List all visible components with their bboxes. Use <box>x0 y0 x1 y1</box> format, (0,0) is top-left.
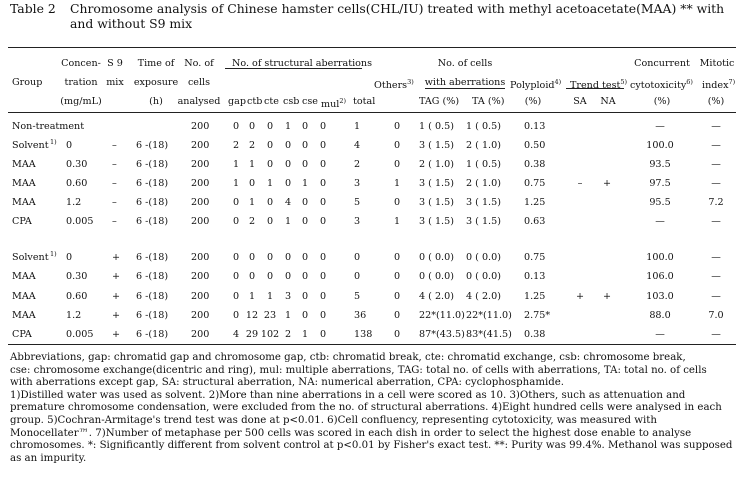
cell-csb: 3 <box>284 291 292 302</box>
cell-tag: 3 ( 1.5) <box>419 216 454 227</box>
cell-ctb: 0 <box>248 252 256 263</box>
cell-s9: – <box>112 216 117 227</box>
header-polyploid-sup: 4) <box>554 78 562 86</box>
cell-cse: 0 <box>301 271 309 282</box>
header-total: total <box>353 96 376 107</box>
cell-mit: — <box>711 252 721 263</box>
cell-s9: + <box>112 291 121 302</box>
header-time-3: (h) <box>149 96 163 107</box>
cell-gap: 4 <box>232 329 240 340</box>
cell-ta: 0 ( 0.0) <box>466 271 501 282</box>
cell-mit: — <box>711 140 721 151</box>
cell-sa: – <box>577 178 583 189</box>
cell-cyto: — <box>655 121 665 132</box>
cell-tag: 87*(43.5) <box>419 329 465 340</box>
cell-time: 6 -(18) <box>136 329 169 340</box>
cell-cse: 0 <box>301 252 309 263</box>
cell-tag: 3 ( 1.5) <box>419 140 454 151</box>
cell-mit: — <box>711 271 721 282</box>
bottom-rule <box>8 344 736 345</box>
cell-total: 2 <box>354 159 361 170</box>
cell-ctb: 0 <box>248 271 256 282</box>
cell-mul: 0 <box>319 121 327 132</box>
header-cse: cse <box>302 96 318 107</box>
cell-mul: 0 <box>319 252 327 263</box>
header-polyploid <box>510 77 561 91</box>
cell-gap: 0 <box>232 121 240 132</box>
footnote-line: 1)Distilled water was used as solvent. 2)More than nine aberrations in a cell were scored as 10. 3)Others, such as attenuation and <box>10 389 686 401</box>
cell-mul: 0 <box>319 216 327 227</box>
cell-tag: 1 ( 0.5) <box>419 121 454 132</box>
table-title: Chromosome analysis of Chinese hamster cells(CHL/IU) treated with methyl acetoacetate(MAA) ** with and without S9 mix <box>70 1 725 31</box>
cell-tag: 2 ( 1.0) <box>419 159 454 170</box>
cell-cyto: — <box>655 329 665 340</box>
cell-time: 6 -(18) <box>136 252 169 263</box>
cell-csb: 1 <box>284 216 292 227</box>
cell-cyto: 106.0 <box>646 271 674 282</box>
cell-mit: — <box>711 121 721 132</box>
cell-cse: 0 <box>301 159 309 170</box>
cell-cse: 1 <box>301 329 309 340</box>
header-cyto-sup: 6) <box>686 78 693 86</box>
header-conc-3: (mg/mL) <box>60 96 102 107</box>
cell-cte: 0 <box>266 140 274 151</box>
cell-csb: 0 <box>284 252 292 263</box>
cell-tag: 22*(11.0) <box>419 310 465 321</box>
cell-cyto: — <box>655 216 665 227</box>
header-trend-sup: 5) <box>620 78 628 86</box>
cell-time: 6 -(18) <box>136 140 169 151</box>
cell-gap: 2 <box>232 140 240 151</box>
cell-conc: 0.30 <box>66 159 88 170</box>
cell-total: 5 <box>354 291 361 302</box>
group-footnote-ref: 1) <box>50 138 57 146</box>
cell-others: 0 <box>393 197 401 208</box>
cell-mit: 7.0 <box>708 310 724 321</box>
header-mul-label: mul <box>321 99 340 111</box>
cell-tag: 4 ( 2.0) <box>419 291 454 302</box>
cell-s9: – <box>112 159 117 170</box>
cell-cte: 0 <box>266 121 274 132</box>
cell-cse: 0 <box>301 197 309 208</box>
cell-group: MAA <box>12 178 36 189</box>
cell-csb: 0 <box>284 140 292 151</box>
footnotes <box>10 352 734 465</box>
header-others-label: Others <box>374 80 408 92</box>
cell-others: 1 <box>393 216 401 227</box>
header-csb: csb <box>283 96 300 107</box>
header-cyto-2-label: cytotoxicity <box>630 80 687 92</box>
cell-time: 6 -(18) <box>136 310 169 321</box>
cell-poly: 2.75* <box>524 310 551 321</box>
cell-others: 0 <box>393 271 401 282</box>
cell-others: 0 <box>393 140 401 151</box>
cell-gap: 0 <box>232 252 240 263</box>
cell-gap: 0 <box>232 310 240 321</box>
cell-cte: 0 <box>266 252 274 263</box>
cell-cse: 0 <box>301 291 309 302</box>
footnote-line: group. 5)Cochran-Armitage's trend test was done at p<0.01. 6)Cell confluency, representing cytotoxicity, was measured with <box>10 414 657 426</box>
cell-n: 200 <box>191 329 210 340</box>
header-mit-2 <box>702 77 735 91</box>
cell-others: 1 <box>393 178 401 189</box>
cell-mit: — <box>711 159 721 170</box>
cell-tag: 0 ( 0.0) <box>419 252 454 263</box>
cell-ctb: 12 <box>245 310 259 321</box>
cell-tag: 3 ( 1.5) <box>419 178 454 189</box>
cell-cse: 1 <box>301 178 309 189</box>
footnote-line: as an impurity. <box>10 452 87 464</box>
cell-others: 0 <box>393 310 401 321</box>
header-cells-2: cells <box>187 77 211 88</box>
cell-ta: 4 ( 2.0) <box>466 291 501 302</box>
cell-n: 200 <box>191 140 210 151</box>
top-rule <box>8 47 736 48</box>
cell-conc: 0.005 <box>66 329 94 340</box>
cell-n: 200 <box>191 197 210 208</box>
cell-conc: 1.2 <box>66 310 82 321</box>
cell-group: MAA <box>12 159 36 170</box>
cell-group: CPA <box>12 216 32 227</box>
cell-poly: 0.63 <box>524 216 546 227</box>
cell-total: 138 <box>354 329 373 340</box>
header-mit-pct: (%) <box>707 96 725 107</box>
cell-cyto: 100.0 <box>646 140 674 151</box>
cell-cyto: 93.5 <box>649 159 671 170</box>
footnote-line: with aberrations except gap, SA: structural aberration, NA: numerical aberration, CPA: cyclophosphamide. <box>10 377 565 389</box>
cell-conc: 0 <box>66 140 73 151</box>
cell-total: 0 <box>354 271 361 282</box>
cell-poly: 0.38 <box>524 159 546 170</box>
cell-ta: 1 ( 0.5) <box>466 121 501 132</box>
cell-group: MAA <box>12 310 36 321</box>
cell-n: 200 <box>191 159 210 170</box>
cell-cte: 0 <box>266 216 274 227</box>
cell-s9: – <box>112 197 117 208</box>
cell-mul: 0 <box>319 178 327 189</box>
cell-ta: 2 ( 1.0) <box>466 140 501 151</box>
cell-ctb: 2 <box>248 216 256 227</box>
cell-ctb: 1 <box>248 159 256 170</box>
cell-ctb: 1 <box>248 291 256 302</box>
cell-others: 0 <box>393 121 401 132</box>
cell-ta: 0 ( 0.0) <box>466 252 501 263</box>
structural-underline <box>225 68 362 69</box>
cell-n: 200 <box>191 216 210 227</box>
header-structural: No. of structural aberrations <box>231 58 373 69</box>
header-na: NA <box>600 96 616 107</box>
cell-s9: – <box>112 178 117 189</box>
header-others-sup: 3) <box>407 78 414 86</box>
cell-csb: 0 <box>284 271 292 282</box>
header-ta: TA (%) <box>472 96 505 107</box>
cell-group: MAA <box>12 197 36 208</box>
header-tag: TAG (%) <box>419 96 460 107</box>
header-cyto-pct: (%) <box>653 96 671 107</box>
cell-others: 0 <box>393 291 401 302</box>
cell-s9: + <box>112 329 121 340</box>
header-group: Group <box>12 77 43 88</box>
cell-na: + <box>602 291 612 302</box>
header-mul-sup: 2) <box>339 97 347 105</box>
cell-ta: 83*(41.5) <box>466 329 512 340</box>
cell-n: 200 <box>191 291 210 302</box>
header-mit-2-label: index <box>702 80 729 92</box>
cell-cte: 0 <box>266 271 274 282</box>
cell-cte: 23 <box>263 310 277 321</box>
cell-total: 3 <box>354 216 361 227</box>
footnote-line: Monocellater™. 7)Number of metaphase per 500 cells was scored in each dish in order to select the highest dose enable to analyse <box>10 427 692 439</box>
cell-csb: 4 <box>284 197 292 208</box>
cell-n: 200 <box>191 252 210 263</box>
cell-group: Non-treatment <box>12 121 85 132</box>
header-conc-1: Concen- <box>61 58 101 69</box>
cell-ctb: 2 <box>248 140 256 151</box>
header-time-2: exposure <box>133 77 179 88</box>
cell-mul: 0 <box>319 197 327 208</box>
cell-mul: 0 <box>319 291 327 302</box>
header-time-1: Time of <box>137 58 175 69</box>
cell-group: Solvent <box>12 252 49 263</box>
cell-group: Solvent <box>12 140 49 151</box>
cell-ctb: 29 <box>245 329 259 340</box>
cell-time: 6 -(18) <box>136 291 169 302</box>
cell-total: 3 <box>354 178 361 189</box>
cell-cse: 0 <box>301 121 309 132</box>
cell-n: 200 <box>191 178 210 189</box>
cell-s9: + <box>112 271 121 282</box>
cell-csb: 0 <box>284 178 292 189</box>
cell-cte: 1 <box>266 291 274 302</box>
cell-total: 5 <box>354 197 361 208</box>
group-footnote-ref: 1) <box>50 250 57 258</box>
header-cells-3: analysed <box>177 96 221 107</box>
cell-gap: 0 <box>232 271 240 282</box>
cell-conc: 1.2 <box>66 197 82 208</box>
cell-cte: 102 <box>260 329 280 340</box>
cell-sa: + <box>575 291 585 302</box>
header-gap: gap <box>228 96 247 107</box>
cell-conc: 0.30 <box>66 271 88 282</box>
header-no-cells-2: with aberrations <box>424 77 506 88</box>
cell-total: 36 <box>354 310 367 321</box>
cell-gap: 1 <box>232 178 240 189</box>
cell-total: 1 <box>354 121 361 132</box>
header-others <box>374 77 414 91</box>
cell-ta: 2 ( 1.0) <box>466 178 501 189</box>
cell-tag: 3 ( 1.5) <box>419 197 454 208</box>
cell-mul: 0 <box>319 140 327 151</box>
no-cells-underline <box>425 88 505 89</box>
header-sa: SA <box>573 96 587 107</box>
cell-gap: 1 <box>232 159 240 170</box>
cell-cte: 1 <box>266 178 274 189</box>
cell-ctb: 1 <box>248 197 256 208</box>
cell-poly: 0.75 <box>524 178 546 189</box>
cell-tag: 0 ( 0.0) <box>419 271 454 282</box>
header-rule <box>8 112 736 113</box>
cell-mit: — <box>711 216 721 227</box>
cell-cte: 0 <box>266 159 274 170</box>
table-label: Table 2 <box>10 1 56 16</box>
header-cte: cte <box>264 96 279 107</box>
cell-time: 6 -(18) <box>136 271 169 282</box>
footnote-line: cse: chromosome exchange(dicentric and ring), mul: multiple aberrations, TAG: total no. of cells with aberrations, TA: total no. of cells <box>10 364 707 376</box>
cell-total: 4 <box>354 140 361 151</box>
cell-ctb: 0 <box>248 121 256 132</box>
cell-poly: 1.25 <box>524 291 546 302</box>
cell-time: 6 -(18) <box>136 178 169 189</box>
cell-csb: 1 <box>284 310 292 321</box>
cell-cyto: 95.5 <box>649 197 671 208</box>
cell-conc: 0 <box>66 252 73 263</box>
cell-group: CPA <box>12 329 32 340</box>
header-trend-label: Trend test <box>570 80 621 92</box>
header-s9-2: mix <box>106 77 124 88</box>
cell-mit: — <box>711 178 721 189</box>
cell-mul: 0 <box>319 271 327 282</box>
header-mit-sup: 7) <box>728 78 736 86</box>
cell-cse: 0 <box>301 140 309 151</box>
cell-s9: + <box>112 252 121 263</box>
header-no-cells: No. of cells <box>437 58 493 69</box>
cell-ta: 3 ( 1.5) <box>466 216 501 227</box>
cell-total: 0 <box>354 252 361 263</box>
header-cyto-1: Concurrent <box>634 58 690 69</box>
header-cyto-2 <box>630 77 693 91</box>
cell-ta: 3 ( 1.5) <box>466 197 501 208</box>
cell-csb: 0 <box>284 159 292 170</box>
cell-poly: 0.13 <box>524 121 546 132</box>
header-polyploid-label: Polyploid <box>510 80 555 92</box>
cell-n: 200 <box>191 121 210 132</box>
cell-s9: – <box>112 140 117 151</box>
cell-group: MAA <box>12 271 36 282</box>
cell-ta: 1 ( 0.5) <box>466 159 501 170</box>
header-mit-1: Mitotic <box>699 58 735 69</box>
cell-poly: 0.50 <box>524 140 546 151</box>
cell-gap: 0 <box>232 197 240 208</box>
cell-csb: 1 <box>284 121 292 132</box>
cell-cyto: 88.0 <box>649 310 671 321</box>
cell-conc: 0.005 <box>66 216 94 227</box>
cell-poly: 0.38 <box>524 329 546 340</box>
cell-cyto: 97.5 <box>649 178 671 189</box>
cell-conc: 0.60 <box>66 291 88 302</box>
footnote-line: Abbreviations, gap: chromatid gap and chromosome gap, ctb: chromatid break, cte: chromatid exchange, csb: chromosome break, <box>10 352 686 363</box>
footnote-line: premature chromosome condensation, were excluded from the no. of structural aberrations. 4)Eight hundred cells were analysed in each <box>10 402 722 414</box>
header-mul <box>321 96 346 110</box>
cell-group: MAA <box>12 291 36 302</box>
cell-time: 6 -(18) <box>136 216 169 227</box>
cell-csb: 2 <box>284 329 292 340</box>
cell-cse: 0 <box>301 310 309 321</box>
cell-gap: 0 <box>232 216 240 227</box>
cell-mul: 0 <box>319 159 327 170</box>
cell-mul: 0 <box>319 310 327 321</box>
cell-mit: — <box>711 291 721 302</box>
cell-na: + <box>602 178 612 189</box>
cell-poly: 0.13 <box>524 271 546 282</box>
cell-cyto: 100.0 <box>646 252 674 263</box>
cell-ctb: 0 <box>248 178 256 189</box>
cell-mul: 0 <box>319 329 327 340</box>
header-polyploid-pct: (%) <box>524 96 542 107</box>
cell-n: 200 <box>191 271 210 282</box>
cell-mit: — <box>711 329 721 340</box>
cell-ta: 22*(11.0) <box>466 310 512 321</box>
trend-underline <box>566 88 624 89</box>
header-ctb: ctb <box>247 96 263 107</box>
cell-time: 6 -(18) <box>136 159 169 170</box>
cell-n: 200 <box>191 310 210 321</box>
cell-others: 0 <box>393 252 401 263</box>
cell-time: 6 -(18) <box>136 197 169 208</box>
cell-gap: 0 <box>232 291 240 302</box>
cell-mit: 7.2 <box>708 197 724 208</box>
cell-s9: + <box>112 310 121 321</box>
cell-cyto: 103.0 <box>646 291 674 302</box>
header-s9-1: S 9 <box>107 58 123 69</box>
cell-poly: 1.25 <box>524 197 546 208</box>
header-cells-1: No. of <box>184 58 214 69</box>
cell-others: 0 <box>393 159 401 170</box>
cell-conc: 0.60 <box>66 178 88 189</box>
cell-cte: 0 <box>266 197 274 208</box>
cell-cse: 0 <box>301 216 309 227</box>
header-conc-2: tration <box>64 77 98 88</box>
cell-others: 0 <box>393 329 401 340</box>
header-trend <box>570 77 627 91</box>
footnote-line: chromosomes. *: Significantly different from solvent control at p<0.01 by Fisher's exact test. **: Purity was 99.4%. Methanol was supposed <box>10 440 733 452</box>
cell-poly: 0.75 <box>524 252 546 263</box>
